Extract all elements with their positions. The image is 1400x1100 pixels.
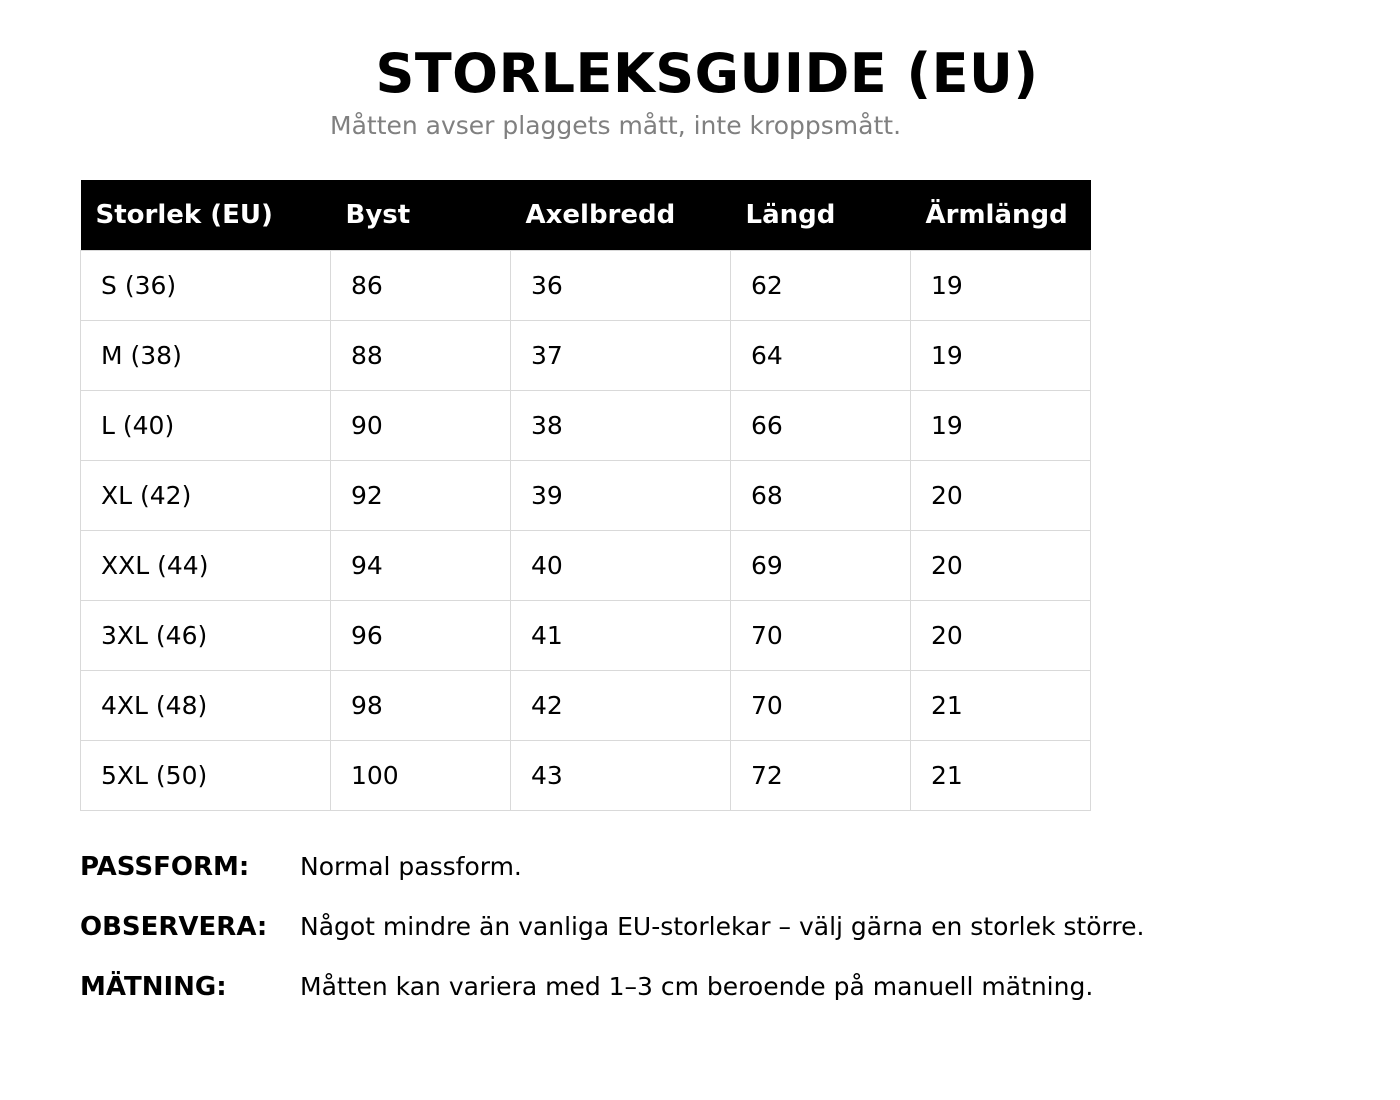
table-cell-size: S (36)	[81, 251, 331, 321]
table-cell-bust: 96	[331, 601, 511, 671]
table-row	[81, 461, 1091, 531]
table-cell-shoulder-width: 43	[511, 741, 731, 811]
table-cell-bust: 94	[331, 531, 511, 601]
size-table	[80, 180, 1091, 811]
table-cell-length: 69	[731, 531, 911, 601]
table-cell-sleeve-length: 20	[911, 461, 1091, 531]
table-cell-shoulder-width: 36	[511, 251, 731, 321]
table-cell-length: 66	[731, 391, 911, 461]
table-cell-size: L (40)	[81, 391, 331, 461]
note-label: MÄTNING:	[80, 972, 227, 1002]
table-row	[81, 741, 1091, 811]
table-cell-size: 5XL (50)	[81, 741, 331, 811]
table-cell-sleeve-length: 19	[911, 321, 1091, 391]
note-label: OBSERVERA:	[80, 912, 268, 942]
table-row	[81, 391, 1091, 461]
column-header-size: Storlek (EU)	[81, 180, 331, 251]
table-cell-sleeve-length: 20	[911, 531, 1091, 601]
table-row	[81, 671, 1091, 741]
table-cell-shoulder-width: 41	[511, 601, 731, 671]
table-row	[81, 251, 1091, 321]
column-header-length: Längd	[731, 180, 911, 251]
table-cell-bust: 88	[331, 321, 511, 391]
table-cell-sleeve-length: 20	[911, 601, 1091, 671]
table-cell-shoulder-width: 42	[511, 671, 731, 741]
table-cell-size: 4XL (48)	[81, 671, 331, 741]
page-title: STORLEKSGUIDE (EU)	[375, 42, 1039, 105]
table-cell-bust: 90	[331, 391, 511, 461]
table-cell-bust: 98	[331, 671, 511, 741]
page-subtitle: Måtten avser plaggets mått, inte kroppsmått.	[330, 111, 902, 140]
table-cell-shoulder-width: 37	[511, 321, 731, 391]
column-header-sleeve-length: Ärmlängd	[911, 180, 1091, 251]
column-header-bust: Byst	[331, 180, 511, 251]
column-header-shoulder-width: Axelbredd	[511, 180, 731, 251]
table-cell-sleeve-length: 21	[911, 741, 1091, 811]
table-cell-size: 3XL (46)	[81, 601, 331, 671]
table-cell-size: XXL (44)	[81, 531, 331, 601]
note-text: Något mindre än vanliga EU-storlekar – välj gärna en storlek större.	[300, 912, 1145, 941]
table-row	[81, 601, 1091, 671]
table-cell-length: 64	[731, 321, 911, 391]
table-cell-shoulder-width: 39	[511, 461, 731, 531]
table-cell-size: XL (42)	[81, 461, 331, 531]
table-cell-size: M (38)	[81, 321, 331, 391]
table-cell-length: 68	[731, 461, 911, 531]
table-row	[81, 321, 1091, 391]
table-cell-bust: 100	[331, 741, 511, 811]
table-cell-length: 70	[731, 671, 911, 741]
table-cell-bust: 92	[331, 461, 511, 531]
table-cell-length: 70	[731, 601, 911, 671]
table-cell-bust: 86	[331, 251, 511, 321]
note-text: Måtten kan variera med 1–3 cm beroende på manuell mätning.	[300, 972, 1094, 1001]
table-header-row	[81, 180, 1091, 251]
table-cell-length: 72	[731, 741, 911, 811]
table-cell-length: 62	[731, 251, 911, 321]
table-cell-sleeve-length: 21	[911, 671, 1091, 741]
table-cell-sleeve-length: 19	[911, 251, 1091, 321]
table-cell-sleeve-length: 19	[911, 391, 1091, 461]
note-text: Normal passform.	[300, 852, 522, 881]
table-cell-shoulder-width: 38	[511, 391, 731, 461]
table-row	[81, 531, 1091, 601]
note-label: PASSFORM:	[80, 852, 250, 882]
table-cell-shoulder-width: 40	[511, 531, 731, 601]
